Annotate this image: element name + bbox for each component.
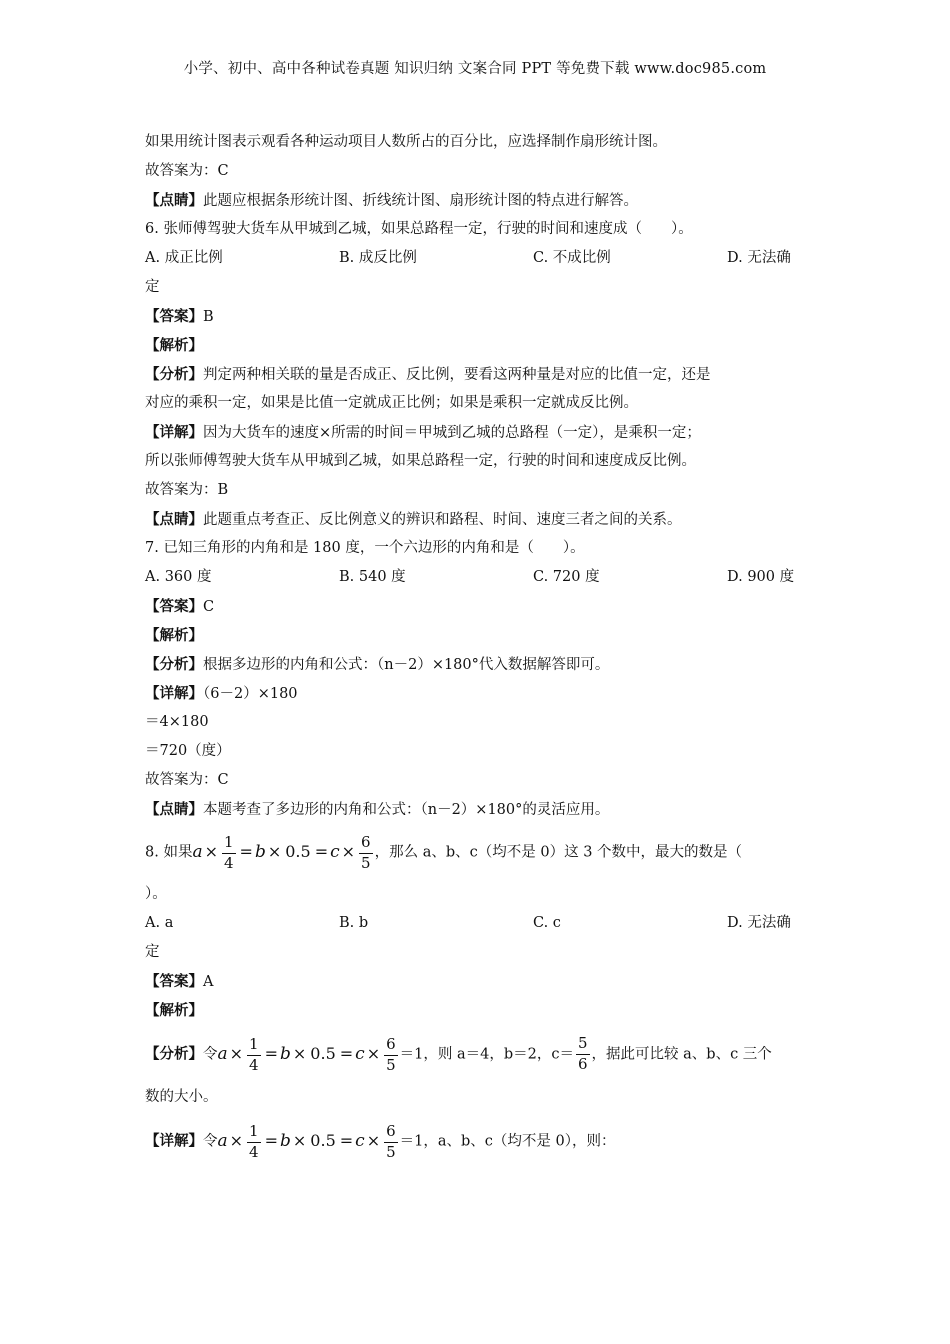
text: 此题重点考查正、反比例意义的辨识和路程、时间、速度三者之间的关系。 bbox=[203, 512, 682, 528]
text-line: 故答案为：C bbox=[145, 772, 229, 788]
var-b: b bbox=[280, 1131, 291, 1151]
option-a: A. 360 度 bbox=[145, 569, 212, 585]
text: ，那么 a、b、c（均不是 0）这 3 个数中，最大的数是（ bbox=[374, 844, 743, 861]
numerator: 1 bbox=[247, 1037, 261, 1056]
text-line: 数的大小。 bbox=[145, 1089, 218, 1105]
text: 此题应根据条形统计图、折线统计图、扇形统计图的特点进行解答。 bbox=[203, 193, 638, 209]
fraction bbox=[576, 1036, 590, 1073]
answer-line bbox=[145, 592, 810, 621]
option-c: C. c bbox=[533, 915, 561, 931]
tag: 【详解】 bbox=[145, 424, 203, 441]
tag: 【答案】 bbox=[145, 308, 203, 325]
text-line bbox=[145, 505, 810, 534]
formula bbox=[218, 1025, 400, 1084]
page-header: 小学、初中、高中各种试卷真题 知识归纳 文案合同 PPT 等免费下载 www.doc985.com bbox=[183, 61, 767, 77]
answer: B bbox=[203, 309, 214, 325]
text-line bbox=[145, 795, 810, 824]
tag: 【答案】 bbox=[145, 598, 203, 615]
numerator: 6 bbox=[384, 1124, 398, 1143]
q7-options bbox=[145, 563, 810, 592]
equals-sign: = bbox=[264, 1044, 278, 1063]
option-d: D. 无法确 bbox=[727, 915, 791, 931]
text-line bbox=[145, 1112, 810, 1170]
times-sign: × bbox=[229, 1044, 244, 1063]
text: 8. 如果 bbox=[145, 844, 193, 861]
text: 令 bbox=[203, 1133, 218, 1150]
fraction bbox=[247, 1034, 261, 1074]
denominator: 5 bbox=[361, 853, 371, 872]
text-line: ）。 bbox=[145, 886, 167, 902]
analysis-label: 【解析】 bbox=[145, 337, 203, 354]
equals-sign: = bbox=[264, 1131, 278, 1150]
text: 判定两种相关联的量是否成正、反比例，要看这两种量是对应的比值一定，还是 bbox=[203, 367, 711, 383]
var-b: b bbox=[280, 1044, 291, 1064]
option-d: D. 900 度 bbox=[727, 569, 795, 585]
option-b: B. 540 度 bbox=[339, 569, 406, 585]
times-sign: × bbox=[229, 1131, 244, 1150]
option-c: C. 720 度 bbox=[533, 569, 600, 585]
question-7: 7. 已知三角形的内角和是 180 度，一个六边形的内角和是（ ）。 bbox=[145, 540, 585, 556]
text-line: 所以张师傅驾驶大货车从甲城到乙城，如果总路程一定，行驶的时间和速度成反比例。 bbox=[145, 453, 696, 469]
times-sign: × bbox=[292, 1131, 307, 1150]
denominator: 5 bbox=[386, 1142, 396, 1161]
number: 0.5 bbox=[310, 1044, 336, 1063]
denominator: 4 bbox=[249, 1142, 259, 1161]
denominator: 4 bbox=[224, 853, 234, 872]
denominator: 4 bbox=[249, 1055, 259, 1074]
var-a: a bbox=[217, 1131, 228, 1151]
option-c: C. 不成比例 bbox=[533, 250, 611, 266]
var-a: a bbox=[217, 1044, 228, 1064]
analysis-label: 【解析】 bbox=[145, 1002, 203, 1019]
tag: 【点睛】 bbox=[145, 511, 203, 528]
times-sign: × bbox=[366, 1131, 381, 1150]
answer: A bbox=[203, 974, 214, 990]
text-line bbox=[145, 186, 810, 215]
equals-sign: = bbox=[239, 842, 253, 861]
answer-line bbox=[145, 967, 810, 996]
option-b: B. 成反比例 bbox=[339, 250, 417, 266]
answer: C bbox=[203, 599, 215, 615]
text-line bbox=[145, 418, 810, 447]
denominator: 5 bbox=[386, 1055, 396, 1074]
text: ，据此可比较 a、b、c 三个 bbox=[591, 1046, 772, 1063]
equals-sign: = bbox=[314, 842, 329, 861]
text-line: ＝720（度） bbox=[145, 743, 231, 759]
text: 根据多边形的内角和公式：（n－2）×180°代入数据解答即可。 bbox=[203, 657, 610, 673]
text-line bbox=[145, 360, 810, 389]
text: ＝1，则 a＝4，b＝2，c＝ bbox=[399, 1046, 574, 1063]
times-sign: × bbox=[366, 1044, 381, 1063]
fraction bbox=[359, 832, 373, 872]
answer-line bbox=[145, 302, 810, 331]
text: 因为大货车的速度×所需的时间＝甲城到乙城的总路程（一定），是乘积一定； bbox=[203, 425, 701, 441]
tag: 【详解】 bbox=[145, 1132, 203, 1150]
number: 0.5 bbox=[310, 1131, 336, 1150]
text-line: 定 bbox=[145, 944, 160, 960]
question-8 bbox=[145, 824, 810, 880]
numerator: 6 bbox=[384, 1037, 398, 1056]
text-line: 故答案为：B bbox=[145, 482, 229, 498]
times-sign: × bbox=[341, 842, 356, 861]
analysis-label: 【解析】 bbox=[145, 627, 203, 644]
formula bbox=[218, 1112, 400, 1171]
fraction bbox=[384, 1034, 398, 1074]
tag: 【详解】 bbox=[145, 685, 203, 702]
fraction bbox=[247, 1121, 261, 1161]
text: ＝1，a、b、c（均不是 0），则： bbox=[399, 1133, 616, 1150]
tag: 【分析】 bbox=[145, 656, 203, 673]
q8-options bbox=[145, 909, 810, 938]
q6-options bbox=[145, 244, 810, 273]
text-line: ＝4×180 bbox=[145, 714, 209, 730]
document-body bbox=[145, 128, 810, 1170]
number: 0.5 bbox=[285, 842, 311, 861]
tag: 【答案】 bbox=[145, 973, 203, 990]
text: 本题考查了多边形的内角和公式：（n－2）×180°的灵活应用。 bbox=[203, 802, 610, 818]
fraction bbox=[384, 1121, 398, 1161]
var-a: a bbox=[192, 842, 203, 862]
times-sign: × bbox=[204, 842, 218, 861]
times-sign: × bbox=[292, 1044, 307, 1063]
var-c: c bbox=[355, 1044, 365, 1064]
tag: 【分析】 bbox=[145, 1045, 203, 1063]
numerator: 6 bbox=[359, 835, 373, 854]
numerator: 1 bbox=[247, 1124, 261, 1143]
text-line bbox=[145, 650, 810, 679]
text: （6－2）×180 bbox=[203, 686, 298, 702]
option-a: A. a bbox=[145, 915, 174, 931]
text-line: 定 bbox=[145, 279, 160, 295]
equals-sign: = bbox=[339, 1044, 354, 1063]
text-line bbox=[145, 1025, 810, 1083]
numerator: 1 bbox=[222, 835, 236, 854]
text-line: 对应的乘积一定，如果是比值一定就成正比例；如果是乘积一定就成反比例。 bbox=[145, 395, 638, 411]
text-line: 故答案为：C bbox=[145, 163, 229, 179]
var-c: c bbox=[355, 1131, 365, 1151]
text-line: 如果用统计图表示观看各种运动项目人数所占的百分比，应选择制作扇形统计图。 bbox=[145, 134, 667, 150]
tag: 【点睛】 bbox=[145, 801, 203, 818]
option-d: D. 无法确 bbox=[727, 250, 791, 266]
text-line bbox=[145, 679, 810, 708]
formula bbox=[192, 824, 374, 881]
times-sign: × bbox=[267, 842, 282, 861]
equals-sign: = bbox=[339, 1131, 354, 1150]
denominator: 6 bbox=[577, 1055, 588, 1073]
fraction bbox=[222, 832, 236, 872]
var-b: b bbox=[254, 842, 266, 862]
option-a: A. 成正比例 bbox=[145, 250, 223, 266]
text: 令 bbox=[203, 1046, 218, 1063]
numerator: 5 bbox=[576, 1036, 590, 1055]
tag: 【分析】 bbox=[145, 366, 203, 383]
question-6: 6. 张师傅驾驶大货车从甲城到乙城，如果总路程一定，行驶的时间和速度成（ ）。 bbox=[145, 221, 693, 237]
option-b: B. b bbox=[339, 915, 369, 931]
var-c: c bbox=[330, 842, 340, 862]
tag: 【点睛】 bbox=[145, 192, 203, 209]
